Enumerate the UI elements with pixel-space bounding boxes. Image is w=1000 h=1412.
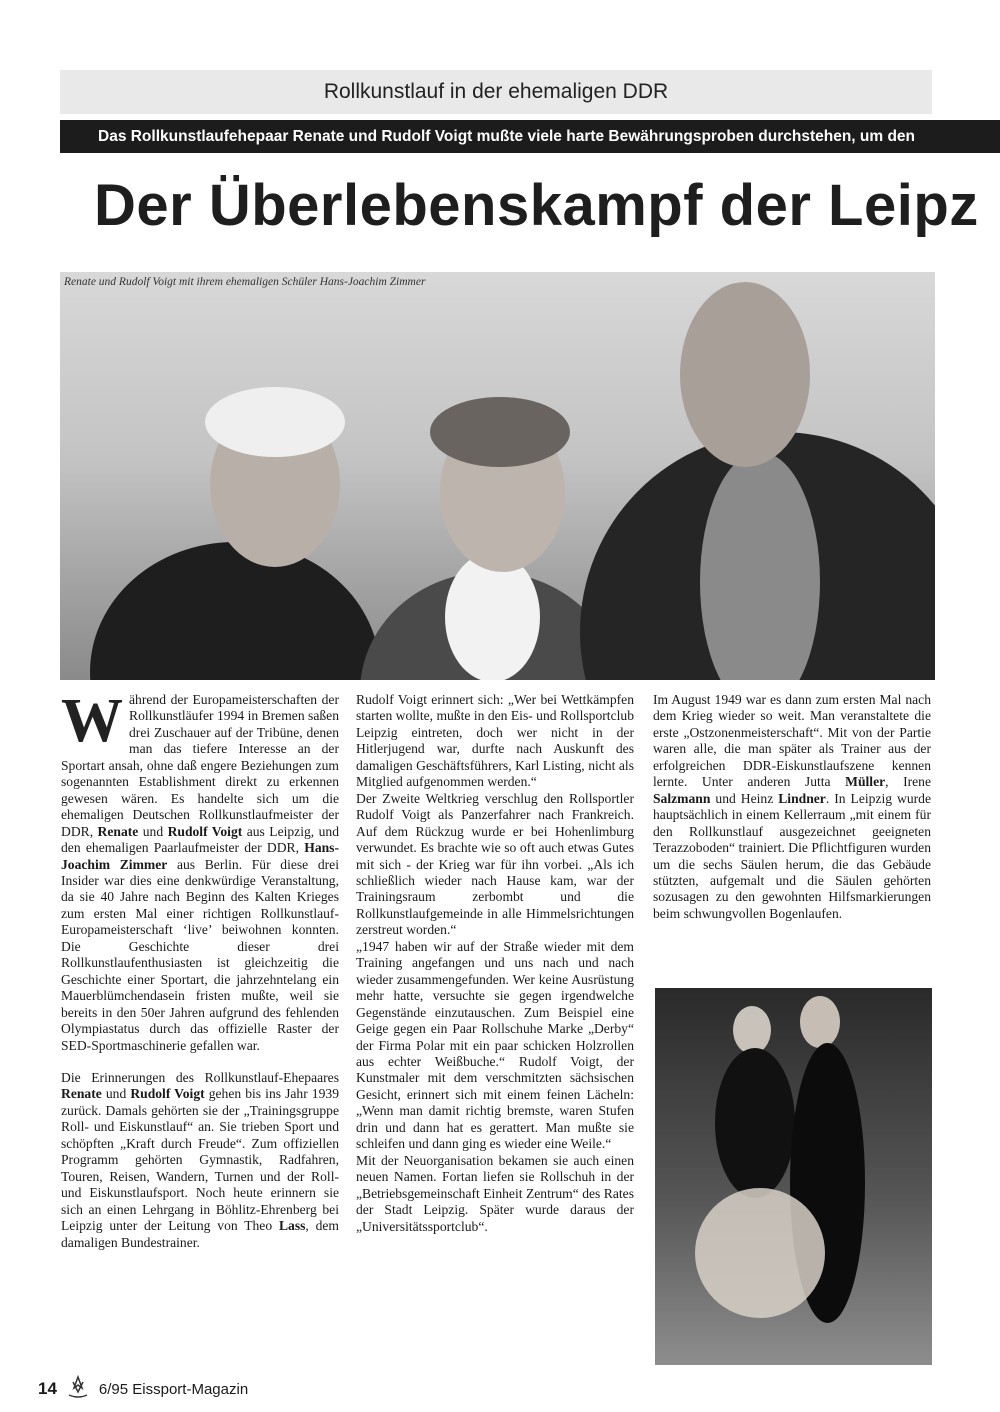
skater-man-head — [800, 996, 840, 1048]
text-run: . In Leipzig wurde hauptsächlich in einem Kellerraum „mit einem für den Rollkunstlauf ausgezeichnet geeigneten Terazzoboden“ trainiert. Die Pflichtfiguren wurden um die sechs Säulen herum, die das Gebäude stützten, aufgemalt und die Säulen gehörten sozusagen zu den gewohnten Hilfsmarkierungen beim schwungvollen Bogenlaufen. — [653, 790, 931, 921]
page-footer — [38, 1374, 248, 1404]
skater-woman-body — [715, 1048, 795, 1198]
text-run: Rudolf Voigt erinnert sich: „Wer bei Wettkämpfen starten wollte, mußte in den Eis- und Rollsportclub Leipzig eintreten, doch wer nicht in der Hitlerjugend war, durfte nach Auskunft des damaligen Geschäftsführers, Karl Listing, nicht als Mitglied aufgenommen werden.“ — [356, 692, 634, 790]
main-photo — [60, 272, 935, 680]
article-paragraph — [61, 687, 340, 1054]
issue-label: 6/95 Eissport-Magazin — [98, 1380, 249, 1398]
article-column-1 — [61, 687, 340, 1251]
text-run: gehen bis ins Jahr 1939 zurück. Damals gehörten sie der „Trainingsgruppe Roll- und Eiskunstlauf“ an. Sie trieben Sport und schöpften „Kraft durch Freude“. Zum offiziellen Programm gehörten Gymnastik, Radfahren, Touren, Reisen, Wandern, Turnen und der Roll- und Eiskunstlaufsport. Noch heute erinnern sie sich an einen Lehrgang in Böhlitz-Ehrenberg bei Leipzig unter der Leitung von Theo — [61, 1086, 339, 1234]
text-run: und — [138, 823, 168, 839]
article-paragraph — [356, 692, 634, 791]
bold-name: Renate — [97, 823, 139, 839]
text-run: aus Berlin. Für diese drei Insider war dies eine denkwürdige Veranstaltung, da sie 40 Jahre nach Beginn des Kalten Krieges zum ersten Mal einer richtigen Rollkunstlauf-Europameisterschaft ‘live’ beiwohnen konnten. Die Geschichte dieser drei Rollkunstlaufenthusiasten ist gleichzeitig die Geschichte einer Sportart, die jahrzehntelang ein Mauerblümchendasein fristen mußte, weil sie bereits in den 50er Jahren aufgrund des fehlenden Olympiastatus durch das offizielle Raster der SED-Sportmaschinerie gefallen war. — [61, 856, 339, 1053]
figure-middle-collar — [445, 552, 540, 680]
bold-name: Müller — [845, 774, 886, 790]
bold-name: Renate — [61, 1086, 102, 1102]
skater-woman-head — [733, 1006, 771, 1054]
text-run: Mit der Neuorganisation bekamen sie auch einen neuen Namen. Fortan liefen sie Rollschuh in der „Betriebsgemeinschaft Einheit Zentrum“ des Rates der Stadt Leipzig. Später wurde daraus der „Universitätssportclub“. — [356, 1152, 634, 1234]
figure-left-hair — [205, 387, 345, 457]
figure-middle-hair — [430, 397, 570, 467]
page-number: 14 — [38, 1379, 57, 1398]
text-run: aus Leipzig, und den ehemaligen Paarlaufmeister der DDR, — [61, 823, 340, 856]
article-column-3 — [653, 692, 931, 922]
figure-right-head — [680, 282, 810, 467]
bold-name: Lass — [278, 1218, 306, 1234]
text-run: und — [101, 1086, 131, 1102]
article-paragraph — [61, 1070, 339, 1251]
photo-caption: Renate und Rudolf Voigt mit ihrem ehemaligen Schüler Hans-Joachim Zimmer — [64, 276, 426, 288]
text-run: und Heinz — [710, 790, 779, 806]
magazine-logo-icon — [65, 1374, 91, 1404]
text-run: „1947 haben wir auf der Straße wieder mit dem Training angefangen und uns nach und nach wieder zusammengefunden. Wer keine Ausrüstung mehr hatte, versuchte sie gegen irgendwelche Gegenstände einzutauschen. Zum Beispiel eine Geige gegen ein Paar Rollschuhe Marke „Derby“ der Firma Polar mit ein paar schicken Holzrollen aus echter Weißbuche.“ Rudolf Voigt, der Kunstmaler mit dem verschmitzten sächsischen Gesicht, erinnert sich mit einem feinen Lächeln: „Wenn man damit richtig bremste, waren Stufen drin und dann hat es gerattert. Man mußte sie schleifen und dann ging es wieder eine Weile.“ — [356, 938, 634, 1152]
text-run: , Irene — [885, 774, 931, 790]
text-run: Im August 1949 war es dann zum ersten Mal nach dem Krieg wieder so weit. Man veranstaltete die erste „Ostzonenmeisterschaft“. Mit von der Partie waren alle, die man später als Trainer aus der erfolgreichen DDR-Eiskunstlaufszene kennen lernte. Unter anderen Jutta — [653, 692, 931, 790]
article-deck: Das Rollkunstlaufehepaar Renate und Rudolf Voigt mußte viele harte Bewährungsproben durchstehen, um den — [60, 120, 1000, 153]
section-kicker: Rollkunstlauf in der ehemaligen DDR — [60, 70, 932, 114]
text-run: , dem damaligen Bundestrainer. — [61, 1218, 340, 1250]
article-paragraph — [653, 692, 931, 922]
article-column-2 — [356, 692, 634, 1235]
skating-pair-photo — [655, 988, 932, 1365]
bold-name: Salzmann — [653, 790, 711, 806]
article-paragraph — [356, 1153, 634, 1235]
article-paragraph — [356, 791, 634, 939]
bold-name: Rudolf Voigt — [130, 1086, 205, 1102]
bold-name: Rudolf Voigt — [167, 823, 243, 839]
text-run: Die Erinnerungen des Rollkunstlauf-Ehepaares — [61, 1069, 339, 1085]
bold-name: Hans-Joachim Zimmer — [61, 840, 339, 872]
article-paragraph — [356, 939, 634, 1153]
article-headline: Der Überlebenskampf der Leipz — [94, 173, 979, 238]
drop-cap: W — [61, 687, 123, 755]
text-run: ährend der Europameisterschaften der Rollkunstläufer 1994 in Bremen saßen drei Zuschauer auf der Tribüne, denen man das tiefere Interesse an der Sportart ansah, ohne daß engere Beziehungen zum sogenannten Establishment direkt zu erkennen gewesen wären. Es handelte sich um die ehemaligen Deutschen Rollkunstlaufmeister der DDR, — [61, 692, 339, 839]
bold-name: Lindner — [778, 790, 826, 806]
figure-left-body — [90, 542, 380, 680]
skater-woman-legs — [695, 1188, 825, 1318]
text-run: Der Zweite Weltkrieg verschlug den Rollsportler Rudolf Voigt als Panzerfahrer nach Frankreich. Auf dem Rückzug wurde er bei Hohenlimburg verwundet. Es brachte wie so oft auch etwas Gutes mit sich - der Krieg war für ihn vorbei. „Als ich schließlich wieder nach Hause kam, war der Trainingsraum zerbombt und die Rollkunstlaufgemeinde in alle Himmelsrichtungen zerstreut worden.“ — [356, 790, 634, 938]
